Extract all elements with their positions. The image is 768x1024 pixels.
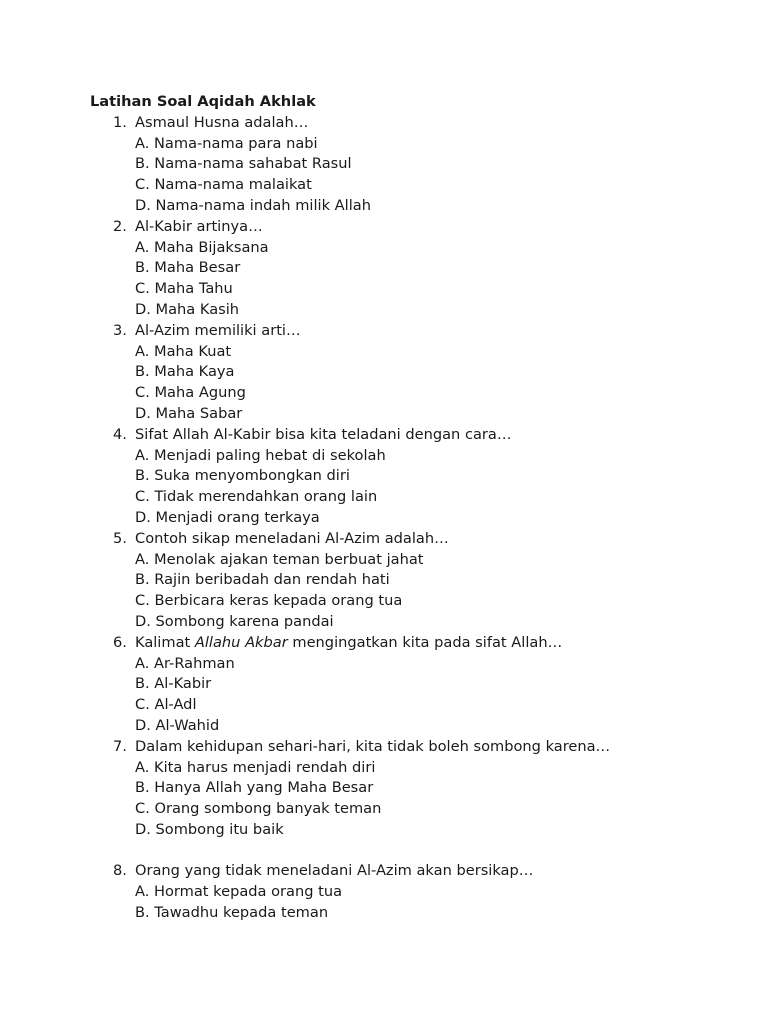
question-text: Orang yang tidak meneladani Al-Azim akan bersikap… [135, 862, 534, 880]
question-1 [90, 113, 730, 134]
question-text: Al-Kabir artinya… [135, 217, 263, 235]
question-number: 1. [113, 113, 127, 131]
question-text-after: mengingatkan kita pada sifat Allah… [287, 633, 563, 651]
question-number: 4. [113, 425, 127, 443]
option-c: C. Tidak merendahkan orang lain [135, 488, 378, 506]
option-c: C. Maha Tahu [135, 280, 233, 298]
question-7 [90, 737, 730, 758]
question-8 [90, 861, 730, 882]
option-a: A. Maha Kuat [135, 342, 232, 360]
blank-line [90, 841, 730, 862]
question-number: 3. [113, 321, 127, 339]
option-a: A. Maha Bijaksana [135, 238, 269, 256]
option-d: D. Menjadi orang terkaya [135, 508, 320, 526]
question-number: 7. [113, 737, 127, 755]
option-b: B. Maha Besar [135, 259, 241, 277]
option-b: B. Tawadhu kepada teman [135, 904, 329, 922]
option-d: D. Nama-nama indah milik Allah [135, 196, 371, 214]
option-d: D. Al-Wahid [135, 716, 220, 734]
option-b: B. Al-Kabir [135, 675, 212, 693]
question-text-before: Kalimat [135, 633, 195, 651]
option-b: B. Rajin beribadah dan rendah hati [135, 571, 390, 589]
option-c: C. Orang sombong banyak teman [135, 800, 382, 818]
option-a: A. Nama-nama para nabi [135, 134, 318, 152]
option-d: D. Maha Sabar [135, 404, 243, 422]
question-text: Al-Azim memiliki arti… [135, 321, 301, 339]
question-text: Sifat Allah Al-Kabir bisa kita teladani dengan cara… [135, 425, 512, 443]
option-a: A. Menjadi paling hebat di sekolah [135, 446, 386, 464]
option-c: C. Berbicara keras kepada orang tua [135, 592, 403, 610]
option-d: D. Maha Kasih [135, 300, 240, 318]
question-list [90, 113, 730, 924]
question-number: 5. [113, 529, 127, 547]
question-4 [90, 425, 730, 446]
option-a: A. Menolak ajakan teman berbuat jahat [135, 550, 424, 568]
question-text [90, 633, 730, 654]
option-a: A. Hormat kepada orang tua [135, 883, 343, 901]
question-number: 6. [113, 633, 127, 651]
question-text: Asmaul Husna adalah… [135, 113, 309, 131]
option-c: C. Nama-nama malaikat [135, 176, 312, 194]
option-c: C. Al-Adl [135, 696, 197, 714]
question-6 [90, 633, 730, 654]
question-2 [90, 217, 730, 238]
option-c: C. Maha Agung [135, 384, 246, 402]
document-page [90, 92, 730, 924]
question-text: Dalam kehidupan sehari-hari, kita tidak boleh sombong karena… [135, 737, 611, 755]
option-a: A. Ar-Rahman [135, 654, 235, 672]
option-d: D. Sombong karena pandai [135, 612, 334, 630]
option-b: B. Suka menyombongkan diri [135, 467, 350, 485]
question-number: 8. [113, 862, 127, 880]
option-a: A. Kita harus menjadi rendah diri [135, 758, 376, 776]
option-d: D. Sombong itu baik [135, 820, 284, 838]
option-b: B. Maha Kaya [135, 363, 235, 381]
question-text-italic: Allahu Akbar [194, 633, 288, 651]
document-title: Latihan Soal Aqidah Akhlak [90, 93, 316, 110]
option-b: B. Nama-nama sahabat Rasul [135, 155, 352, 173]
option-b: B. Hanya Allah yang Maha Besar [135, 779, 374, 797]
question-5 [90, 529, 730, 550]
question-text: Contoh sikap meneladani Al-Azim adalah… [135, 529, 449, 547]
question-number: 2. [113, 217, 127, 235]
question-3 [90, 321, 730, 342]
